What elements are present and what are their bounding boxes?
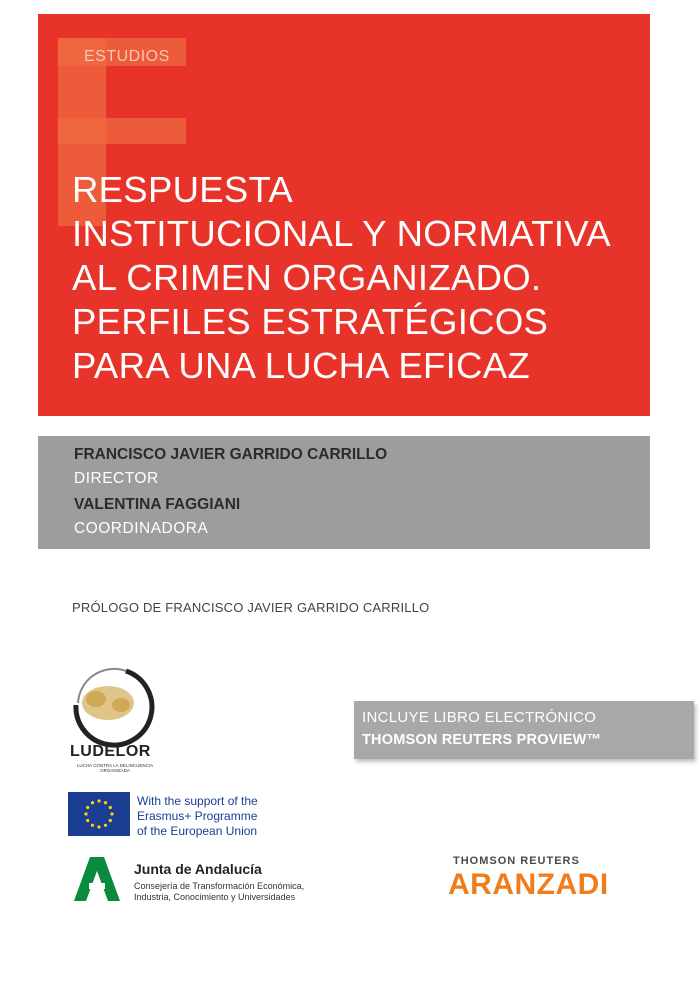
ludelor-name: LUDELOR (70, 743, 151, 760)
junta-department (134, 881, 304, 903)
title-line: RESPUESTA (72, 169, 294, 210)
eu-flag-icon (68, 792, 130, 836)
publisher-parent: THOMSON REUTERS (453, 855, 580, 867)
director-name: FRANCISCO JAVIER GARRIDO CARRILLO (74, 446, 388, 463)
ebook-banner (354, 701, 694, 759)
junta-line: Industria, Conocimiento y Universidades (134, 892, 296, 902)
ebook-line-1: INCLUYE LIBRO ELECTRÓNICO (362, 709, 597, 726)
book-title (72, 168, 642, 388)
eu-line: With the support of the (137, 794, 258, 808)
title-line: INSTITUCIONAL Y NORMATIVA (72, 213, 611, 254)
publisher-logo: ARANZADI (448, 868, 609, 901)
junta-line: Consejería de Transformación Económica, (134, 881, 305, 891)
eu-line: of the European Union (137, 824, 258, 838)
junta-name: Junta de Andalucía (134, 861, 262, 877)
eu-line: Erasmus+ Programme (137, 809, 258, 823)
director-role: DIRECTOR (74, 470, 159, 487)
title-line: AL CRIMEN ORGANIZADO. (72, 257, 542, 298)
ludelor-subtitle: LUCHA CONTRA LA DELINCUENCIA ORGANIZADA (76, 763, 154, 773)
coordinator-role: COORDINADORA (74, 520, 209, 537)
eu-support-text (137, 794, 258, 839)
title-line: PERFILES ESTRATÉGICOS (72, 301, 549, 342)
series-label: ESTUDIOS (84, 48, 170, 65)
title-line: PARA UNA LUCHA EFICAZ (72, 345, 530, 386)
junta-andalucia-logo-icon (72, 855, 122, 903)
coordinator-name: VALENTINA FAGGIANI (74, 496, 241, 513)
prologue-credit: PRÓLOGO DE FRANCISCO JAVIER GARRIDO CARRILLO (72, 600, 430, 615)
ebook-line-2: THOMSON REUTERS PROVIEW™ (362, 732, 602, 748)
